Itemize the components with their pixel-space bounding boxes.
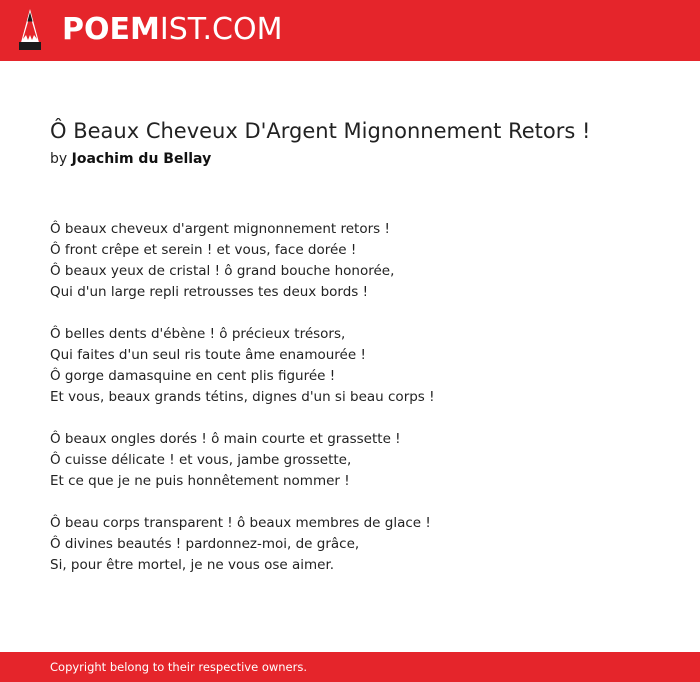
poem-line: Ô beaux ongles dorés ! ô main courte et grassette ! [50, 431, 401, 447]
logo-light-text: IST.COM [159, 12, 283, 47]
author-name[interactable]: Joachim du Bellay [71, 151, 212, 167]
poem-line: Ô cuisse délicate ! et vous, jambe grossette, [50, 452, 352, 468]
poem-line: Ô beaux yeux de cristal ! ô grand bouche honorée, [50, 263, 395, 279]
poem-line: Et vous, beaux grands tétins, dignes d'un si beau corps ! [50, 389, 435, 405]
poem-line: Ô belles dents d'ébène ! ô précieux trésors, [50, 326, 346, 342]
poem-line: Ô front crêpe et serein ! et vous, face dorée ! [50, 242, 357, 258]
poem-line: Si, pour être mortel, je ne vous ose aimer. [50, 557, 335, 573]
poem-body [50, 219, 670, 597]
stanza-3 [50, 429, 670, 492]
pencil-tip-icon[interactable] [18, 9, 42, 51]
site-header [0, 0, 700, 61]
byline [50, 149, 211, 169]
poem-line: Qui d'un large repli retrousses tes deux bords ! [50, 284, 369, 300]
copyright-text: Copyright belong to their respective owners. [50, 660, 308, 674]
stanza-2 [50, 324, 670, 408]
poem-line: Ô gorge damasquine en cent plis figurée ! [50, 368, 336, 384]
logo-bold-text: POEM [62, 12, 160, 47]
poem-title: Ô Beaux Cheveux D'Argent Mignonnement Retors ! [50, 119, 591, 143]
poem-line: Ô beaux cheveux d'argent mignonnement retors ! [50, 221, 390, 237]
poem-line: Qui faites d'un seul ris toute âme enamourée ! [50, 347, 366, 363]
site-logo[interactable] [62, 13, 282, 47]
stanza-4 [50, 513, 670, 576]
poem-line: Et ce que je ne puis honnêtement nommer ! [50, 473, 350, 489]
poem-line: Ô divines beautés ! pardonnez-moi, de grâce, [50, 536, 360, 552]
poem-line: Ô beau corps transparent ! ô beaux membres de glace ! [50, 515, 431, 531]
site-footer [0, 652, 700, 682]
stanza-1 [50, 219, 670, 303]
by-label: by [50, 151, 68, 167]
